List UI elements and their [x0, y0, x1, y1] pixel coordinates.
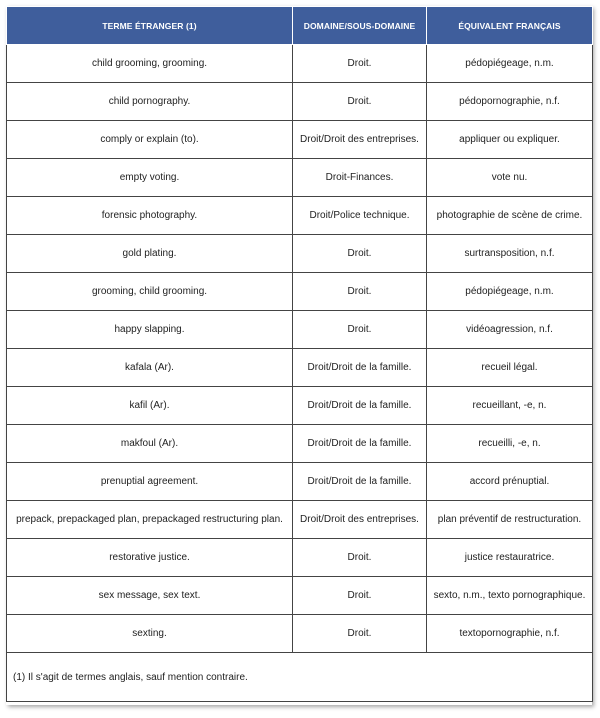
table-row — [7, 273, 593, 311]
domain-cell: Droit. — [293, 83, 427, 121]
domain-cell: Droit/Droit de la famille. — [293, 349, 427, 387]
domain-cell: Droit. — [293, 311, 427, 349]
french-equivalent-cell: textopornographie, n.f. — [427, 615, 593, 653]
foreign-term-cell: child pornography. — [7, 83, 293, 121]
domain-cell: Droit. — [293, 235, 427, 273]
footnote-row — [7, 653, 593, 702]
foreign-term-cell: child grooming, grooming. — [7, 45, 293, 83]
domain-cell: Droit. — [293, 273, 427, 311]
domain-cell: Droit-Finances. — [293, 159, 427, 197]
table-row — [7, 501, 593, 539]
domain-cell: Droit/Droit de la famille. — [293, 425, 427, 463]
terminology-table — [6, 6, 593, 702]
domain-cell: Droit/Police technique. — [293, 197, 427, 235]
french-equivalent-cell: plan préventif de restructuration. — [427, 501, 593, 539]
domain-cell: Droit. — [293, 539, 427, 577]
table-row — [7, 45, 593, 83]
foreign-term-cell: forensic photography. — [7, 197, 293, 235]
french-equivalent-cell: recueilli, -e, n. — [427, 425, 593, 463]
french-equivalent-cell: justice restauratrice. — [427, 539, 593, 577]
table-row — [7, 349, 593, 387]
table-row — [7, 311, 593, 349]
domain-cell: Droit/Droit des entreprises. — [293, 501, 427, 539]
french-equivalent-cell: accord prénuptial. — [427, 463, 593, 501]
french-equivalent-cell: pédopiégeage, n.m. — [427, 273, 593, 311]
foreign-term-cell: gold plating. — [7, 235, 293, 273]
french-equivalent-cell: photographie de scène de crime. — [427, 197, 593, 235]
table-row — [7, 159, 593, 197]
table-row — [7, 387, 593, 425]
foreign-term-cell: prepack, prepackaged plan, prepackaged restructuring plan. — [7, 501, 293, 539]
table-row — [7, 121, 593, 159]
domain-cell: Droit/Droit des entreprises. — [293, 121, 427, 159]
foreign-term-cell: sex message, sex text. — [7, 577, 293, 615]
domain-cell: Droit/Droit de la famille. — [293, 387, 427, 425]
foreign-term-cell: makfoul (Ar). — [7, 425, 293, 463]
table-row — [7, 615, 593, 653]
domain-cell: Droit. — [293, 615, 427, 653]
foreign-term-cell: prenuptial agreement. — [7, 463, 293, 501]
terminology-table-frame — [6, 6, 592, 705]
table-row — [7, 463, 593, 501]
header-foreign-term: TERME ÉTRANGER (1) — [7, 7, 293, 45]
foreign-term-cell: restorative justice. — [7, 539, 293, 577]
domain-cell: Droit. — [293, 45, 427, 83]
foreign-term-cell: kafil (Ar). — [7, 387, 293, 425]
domain-cell: Droit/Droit de la famille. — [293, 463, 427, 501]
french-equivalent-cell: pédopiégeage, n.m. — [427, 45, 593, 83]
header-domain: DOMAINE/SOUS-DOMAINE — [293, 7, 427, 45]
header-french-equivalent: ÉQUIVALENT FRANÇAIS — [427, 7, 593, 45]
french-equivalent-cell: recueillant, -e, n. — [427, 387, 593, 425]
french-equivalent-cell: pédopornographie, n.f. — [427, 83, 593, 121]
foreign-term-cell: grooming, child grooming. — [7, 273, 293, 311]
french-equivalent-cell: appliquer ou expliquer. — [427, 121, 593, 159]
foreign-term-cell: empty voting. — [7, 159, 293, 197]
footnote: (1) Il s'agit de termes anglais, sauf mention contraire. — [7, 653, 593, 702]
french-equivalent-cell: vote nu. — [427, 159, 593, 197]
table-row — [7, 83, 593, 121]
french-equivalent-cell: vidéoagression, n.f. — [427, 311, 593, 349]
french-equivalent-cell: recueil légal. — [427, 349, 593, 387]
foreign-term-cell: happy slapping. — [7, 311, 293, 349]
table-row — [7, 235, 593, 273]
foreign-term-cell: kafala (Ar). — [7, 349, 293, 387]
foreign-term-cell: sexting. — [7, 615, 293, 653]
table-row — [7, 425, 593, 463]
table-row — [7, 197, 593, 235]
table-row — [7, 577, 593, 615]
table-header-row — [7, 7, 593, 45]
table-row — [7, 539, 593, 577]
foreign-term-cell: comply or explain (to). — [7, 121, 293, 159]
domain-cell: Droit. — [293, 577, 427, 615]
french-equivalent-cell: sexto, n.m., texto pornographique. — [427, 577, 593, 615]
french-equivalent-cell: surtransposition, n.f. — [427, 235, 593, 273]
